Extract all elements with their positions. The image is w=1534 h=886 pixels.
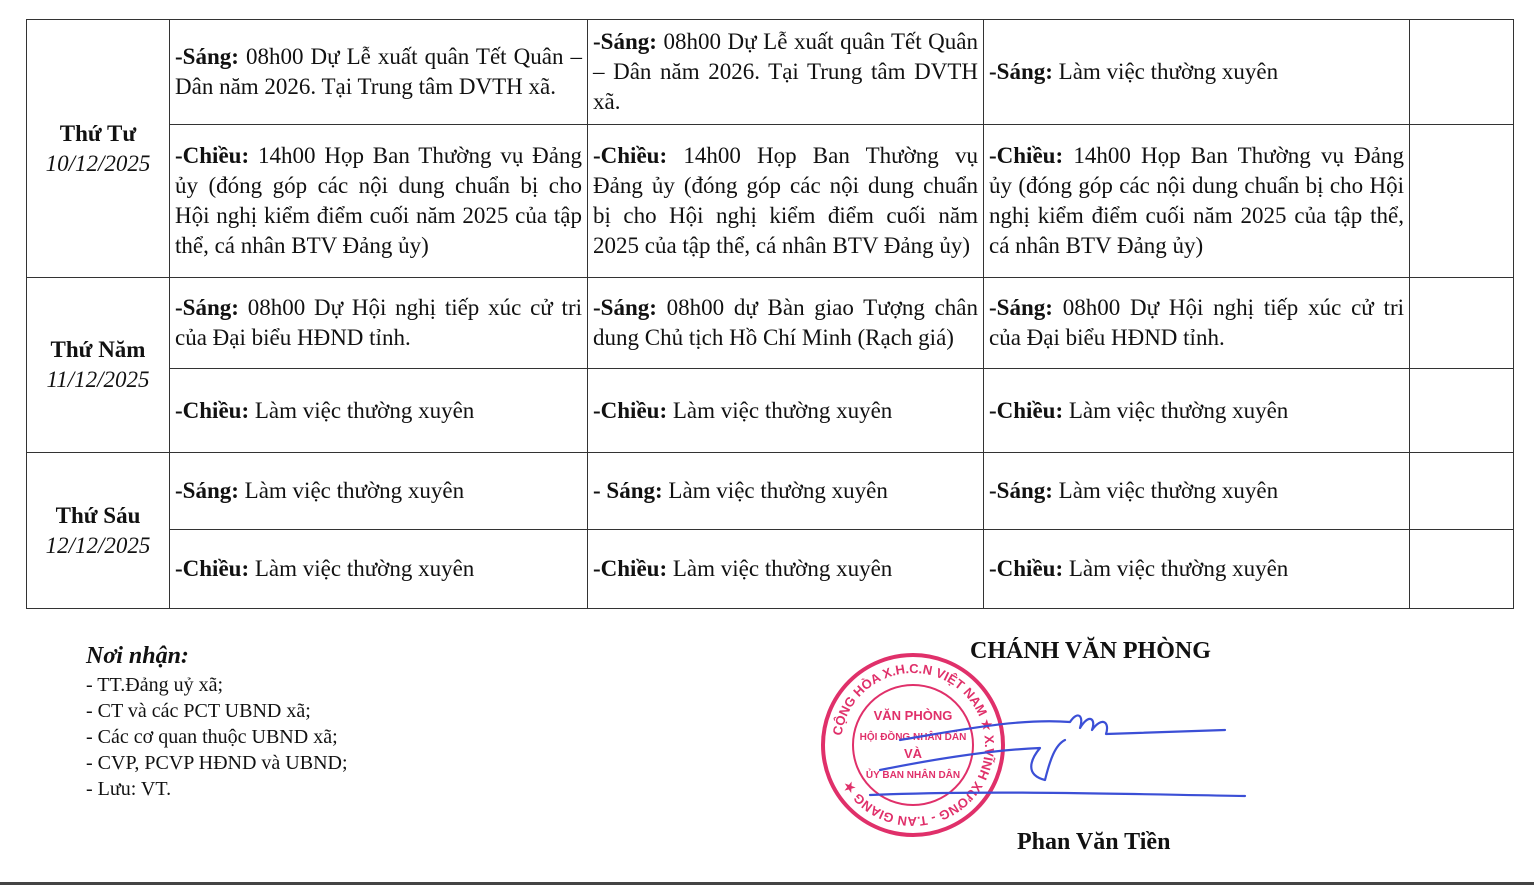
session-label: -Sáng: <box>175 295 239 320</box>
signer-position: CHÁNH VĂN PHÒNG <box>970 638 1211 664</box>
day-date: 11/12/2025 <box>46 367 150 392</box>
schedule-cell-empty <box>1410 369 1514 453</box>
recipients-title: Nơi nhận: <box>86 643 189 669</box>
schedule-cell-empty <box>1410 125 1514 278</box>
session-text: 14h00 Họp Ban Thường vụ Đảng ủy (đóng góp các nội dung chuẩn bị cho Hội nghị kiểm điểm cuối năm 2025 của tập thể, cá nhân BTV Đảng ủy) <box>593 143 978 258</box>
session-label: -Chiều: <box>593 556 668 581</box>
session-text: Làm việc thường xuyên <box>1052 59 1279 84</box>
session-label: - Sáng: <box>593 478 663 503</box>
handwritten-signature <box>840 690 1260 820</box>
schedule-row <box>27 20 1514 125</box>
recipient-item: - Các cơ quan thuộc UBND xã; <box>86 726 338 748</box>
schedule-cell <box>170 530 588 609</box>
session-text: 08h00 Dự Lễ xuất quân Tết Quân – Dân năm 2026. Tại Trung tâm DVTH xã. <box>593 29 978 114</box>
schedule-cell-empty <box>1410 453 1514 530</box>
day-name: Thứ Năm <box>50 337 146 362</box>
session-label: -Sáng: <box>593 29 657 54</box>
session-label: -Sáng: <box>989 478 1053 503</box>
schedule-cell-empty <box>1410 20 1514 125</box>
schedule-cell <box>588 20 984 125</box>
session-label: -Sáng: <box>593 295 657 320</box>
day-date: 12/12/2025 <box>45 532 151 558</box>
session-text: Làm việc thường xuyên <box>238 478 465 503</box>
session-label: -Chiều: <box>175 143 250 168</box>
session-text: Làm việc thường xuyên <box>249 556 475 581</box>
signature-stroke <box>870 793 1245 796</box>
seal-ring-text: CỘNG HÒA X.H.C.N VIỆT NAM ★ X.VĨNH XƯƠNG - T.AN GIANG ★ <box>829 660 998 830</box>
day-cell <box>27 453 170 609</box>
schedule-cell <box>588 369 984 453</box>
day-name: Thứ Sáu <box>55 502 141 528</box>
schedule-cell <box>984 530 1410 609</box>
schedule-cell <box>984 369 1410 453</box>
schedule-row <box>27 125 1514 278</box>
recipient-item: - CT và các PCT UBND xã; <box>86 700 311 722</box>
schedule-cell <box>170 453 588 530</box>
schedule-cell-empty <box>1410 530 1514 609</box>
schedule-row <box>27 369 1514 453</box>
schedule-cell <box>984 278 1410 369</box>
schedule-cell <box>984 20 1410 125</box>
schedule-row <box>27 453 1514 530</box>
session-label: -Sáng: <box>175 44 239 69</box>
day-date: 10/12/2025 <box>45 150 151 176</box>
day-cell <box>27 278 170 453</box>
session-label: -Chiều: <box>175 556 250 581</box>
schedule-cell <box>588 278 984 369</box>
seal-center-line: ỦY BAN NHÂN DÂN <box>865 770 961 781</box>
day-name: Thứ Tư <box>59 120 137 146</box>
schedule-table <box>26 19 1514 609</box>
session-label: -Chiều: <box>989 143 1064 168</box>
session-text: 08h00 Dự Hội nghị tiếp xúc cử tri của Đại biểu HĐND tỉnh. <box>989 295 1404 350</box>
schedule-cell-empty <box>1410 278 1514 369</box>
seal-center-line: VĂN PHÒNG <box>873 708 953 723</box>
session-text: Làm việc thường xuyên <box>1063 556 1289 581</box>
session-text: Làm việc thường xuyên <box>1052 478 1279 503</box>
session-label: -Sáng: <box>989 59 1053 84</box>
session-text: Làm việc thường xuyên <box>662 478 888 503</box>
recipient-item: - CVP, PCVP HĐND và UBND; <box>86 752 348 774</box>
schedule-cell <box>170 278 588 369</box>
signature-stroke <box>900 715 1225 740</box>
schedule-cell <box>588 125 984 278</box>
session-label: -Chiều: <box>593 397 668 423</box>
session-text: 14h00 Họp Ban Thường vụ Đảng ủy (đóng góp các nội dung chuẩn bị cho Hội nghị kiểm điểm cuối năm 2025 của tập thể, cá nhân BTV Đảng ủy) <box>175 143 582 258</box>
schedule-cell <box>588 530 984 609</box>
recipient-item: - Lưu: VT. <box>86 778 172 800</box>
session-label: -Chiều: <box>989 397 1064 423</box>
session-text: 14h00 Họp Ban Thường vụ Đảng ủy (đóng góp các nội dung chuẩn bị cho Hội nghị kiểm điểm cuối năm 2025 của tập thể, cá nhân BTV Đảng ủy) <box>989 143 1404 258</box>
session-text: Làm việc thường xuyên <box>667 556 893 581</box>
seal-center-line: VÀ <box>903 746 923 761</box>
signature-stroke <box>880 740 1065 780</box>
session-text: Làm việc thường xuyên <box>1063 397 1289 423</box>
schedule-cell <box>170 369 588 453</box>
session-label: -Sáng: <box>989 295 1053 320</box>
day-cell <box>27 20 170 278</box>
session-label: -Chiều: <box>989 556 1064 581</box>
recipients-block <box>86 640 348 802</box>
page-bottom-rule <box>0 882 1534 885</box>
session-text: 08h00 dự Bàn giao Tượng chân dung Chủ tịch Hồ Chí Minh (Rạch giá) <box>593 295 978 350</box>
recipients-list <box>86 672 348 802</box>
schedule-row <box>27 530 1514 609</box>
session-text: 08h00 Dự Hội nghị tiếp xúc cử tri của Đại biểu HĐND tỉnh. <box>175 295 582 350</box>
session-text: Làm việc thường xuyên <box>667 397 893 423</box>
schedule-cell <box>984 453 1410 530</box>
session-label: -Sáng: <box>175 478 239 503</box>
schedule-cell <box>588 453 984 530</box>
seal-center-line: HỘI ĐỒNG NHÂN DÂN <box>859 732 967 743</box>
schedule-cell <box>170 125 588 278</box>
session-label: -Chiều: <box>593 143 668 168</box>
session-text: Làm việc thường xuyên <box>249 397 475 423</box>
schedule-cell <box>170 20 588 125</box>
schedule-row <box>27 278 1514 369</box>
schedule-cell <box>984 125 1410 278</box>
session-label: -Chiều: <box>175 397 250 423</box>
session-text: 08h00 Dự Lễ xuất quân Tết Quân – Dân năm 2026. Tại Trung tâm DVTH xã. <box>175 44 582 99</box>
signer-name: Phan Văn Tiền <box>1017 829 1171 855</box>
recipient-item: - TT.Đảng uỷ xã; <box>86 674 224 696</box>
